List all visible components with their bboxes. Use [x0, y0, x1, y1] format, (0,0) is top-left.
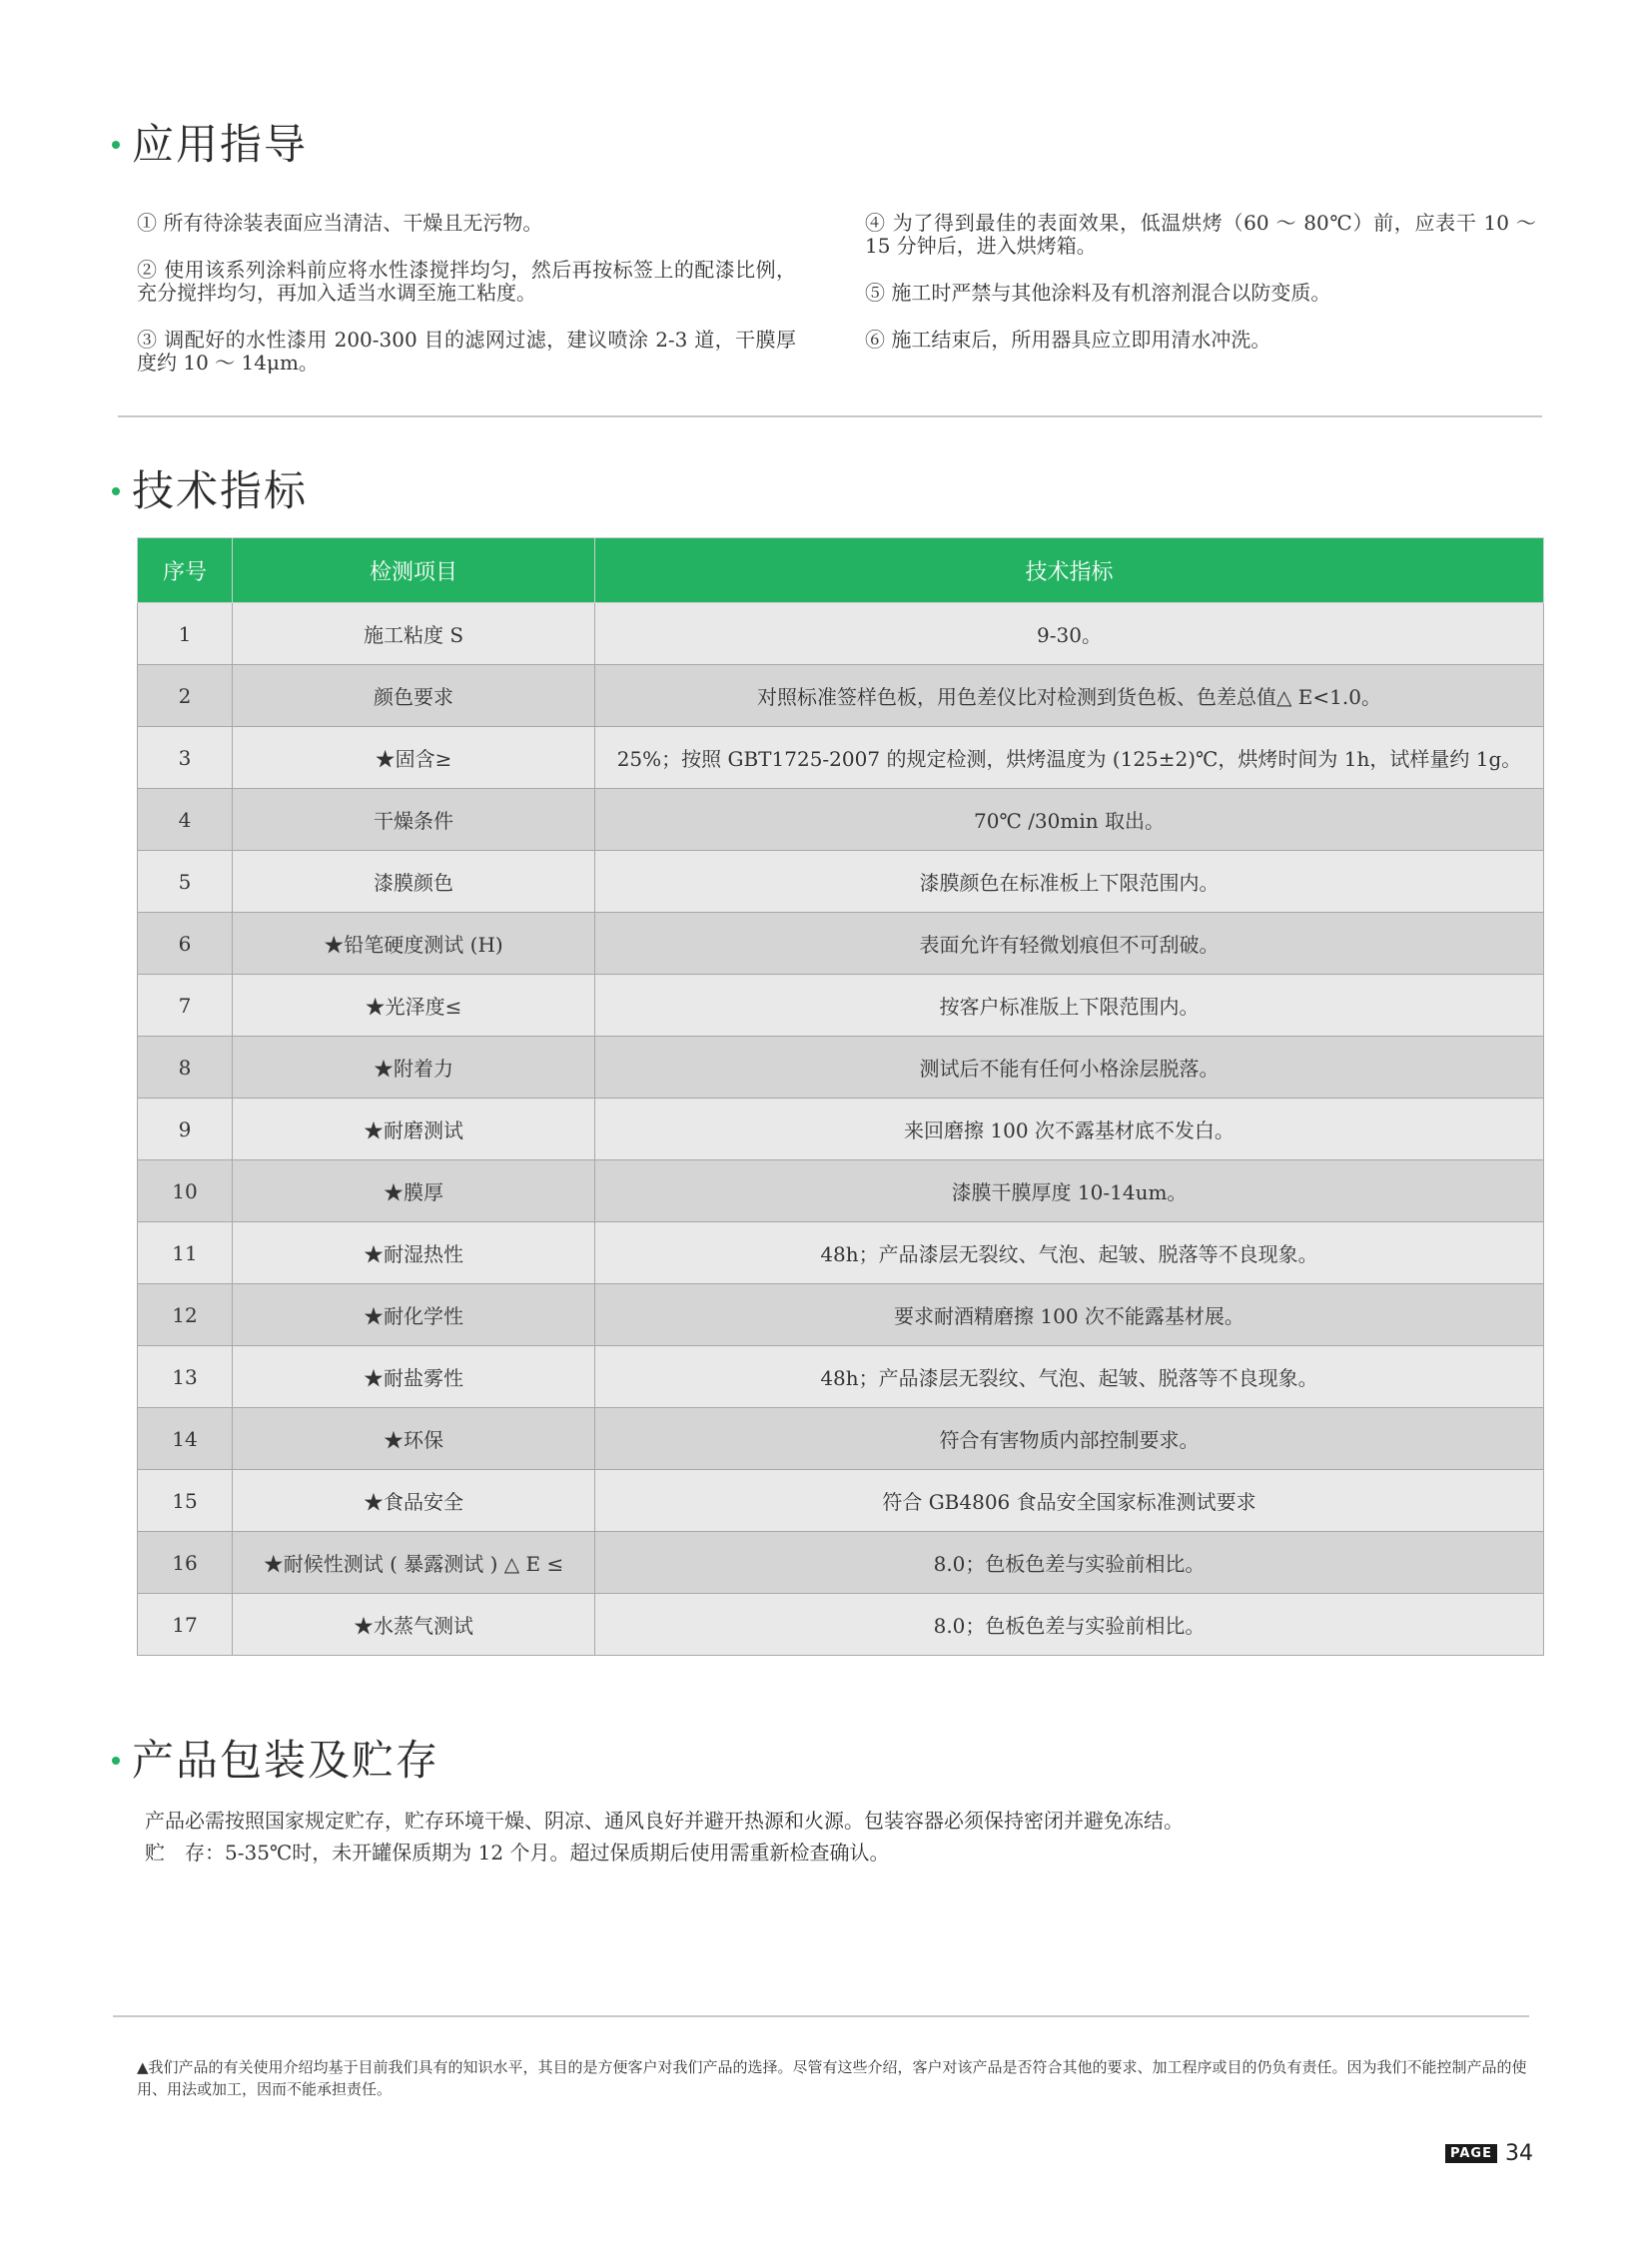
table-row — [138, 1408, 1544, 1470]
table-header-row — [138, 538, 1544, 603]
page-number — [1445, 2141, 1533, 2166]
storage-title-text: 产品包装及贮存 — [132, 1736, 440, 1785]
cell-spec: 要求耐酒精磨擦 100 次不能露基材展。 — [595, 1284, 1544, 1346]
cell-item: ★耐候性测试 ( 暴露测试 ) △ E ≤ — [233, 1532, 595, 1594]
header-item: 检测项目 — [233, 538, 595, 603]
page-label: PAGE — [1445, 2144, 1497, 2163]
cell-index: 15 — [138, 1470, 233, 1532]
table-body — [138, 603, 1544, 1656]
cell-item: ★膜厚 — [233, 1160, 595, 1222]
storage-text — [145, 1805, 1184, 1868]
cell-index: 1 — [138, 603, 233, 665]
table-row — [138, 1037, 1544, 1099]
cell-index: 10 — [138, 1160, 233, 1222]
section-divider — [118, 415, 1542, 417]
footer-divider — [113, 2015, 1529, 2017]
cell-item: 干燥条件 — [233, 789, 595, 851]
cell-spec: 符合有害物质内部控制要求。 — [595, 1408, 1544, 1470]
table-row — [138, 665, 1544, 727]
cell-item: ★固含≥ — [233, 727, 595, 789]
cell-item: ★食品安全 — [233, 1470, 595, 1532]
guide-item-6: ⑥ 施工结束后，所用器具应立即用清水冲洗。 — [865, 328, 1271, 352]
guide-left-column — [137, 212, 796, 398]
table-row — [138, 789, 1544, 851]
cell-index: 6 — [138, 913, 233, 975]
table-row — [138, 1346, 1544, 1408]
cell-spec: 来回磨擦 100 次不露基材底不发白。 — [595, 1099, 1544, 1160]
cell-item: ★耐湿热性 — [233, 1222, 595, 1284]
cell-spec: 漆膜颜色在标准板上下限范围内。 — [595, 851, 1544, 913]
cell-index: 12 — [138, 1284, 233, 1346]
table-row — [138, 975, 1544, 1037]
cell-item: ★环保 — [233, 1408, 595, 1470]
cell-spec: 漆膜干膜厚度 10-14um。 — [595, 1160, 1544, 1222]
guide-item-5: ⑤ 施工时严禁与其他涂料及有机溶剂混合以防变质。 — [865, 281, 1331, 305]
table-row — [138, 1160, 1544, 1222]
cell-spec: 8.0；色板色差与实验前相比。 — [595, 1532, 1544, 1594]
guide-item-2: ② 使用该系列涂料前应将水性漆搅拌均匀，然后再按标签上的配漆比例，充分搅拌均匀，再加入适当水调至施工粘度。 — [137, 258, 796, 305]
cell-spec: 70℃ /30min 取出。 — [595, 789, 1544, 851]
spec-section-title — [112, 458, 308, 518]
cell-index: 17 — [138, 1594, 233, 1656]
header-spec: 技术指标 — [595, 538, 1544, 603]
cell-spec: 48h；产品漆层无裂纹、气泡、起皱、脱落等不良现象。 — [595, 1346, 1544, 1408]
cell-spec: 按客户标准版上下限范围内。 — [595, 975, 1544, 1037]
spec-table — [137, 537, 1544, 1656]
guide-right-column — [865, 212, 1536, 375]
cell-item: 漆膜颜色 — [233, 851, 595, 913]
guide-item-3: ③ 调配好的水性漆用 200-300 目的滤网过滤，建议喷涂 2-3 道，干膜厚度约 10 ～ 14μm。 — [137, 328, 796, 374]
header-index: 序号 — [138, 538, 233, 603]
bullet-dot-icon — [112, 141, 120, 149]
cell-spec: 48h；产品漆层无裂纹、气泡、起皱、脱落等不良现象。 — [595, 1222, 1544, 1284]
cell-spec: 9-30。 — [595, 603, 1544, 665]
cell-item: ★耐化学性 — [233, 1284, 595, 1346]
cell-index: 8 — [138, 1037, 233, 1099]
cell-index: 11 — [138, 1222, 233, 1284]
table-row — [138, 727, 1544, 789]
cell-item: ★耐磨测试 — [233, 1099, 595, 1160]
guide-section-title — [112, 112, 308, 172]
storage-section-title — [112, 1728, 439, 1788]
cell-item: ★耐盐雾性 — [233, 1346, 595, 1408]
table-row — [138, 1099, 1544, 1160]
cell-index: 16 — [138, 1532, 233, 1594]
storage-line-1: 产品必需按照国家规定贮存，贮存环境干燥、阴凉、通风良好并避开热源和火源。包装容器必须保持密闭并避免冻结。 — [145, 1809, 1184, 1833]
guide-item-1: ① 所有待涂装表面应当清洁、干燥且无污物。 — [137, 211, 543, 235]
cell-index: 5 — [138, 851, 233, 913]
guide-item-4: ④ 为了得到最佳的表面效果，低温烘烤（60 ～ 80℃）前，应表干 10 ～ 15 分钟后，进入烘烤箱。 — [865, 211, 1536, 258]
cell-item: ★光泽度≤ — [233, 975, 595, 1037]
cell-item: ★附着力 — [233, 1037, 595, 1099]
cell-index: 9 — [138, 1099, 233, 1160]
cell-item: 颜色要求 — [233, 665, 595, 727]
cell-item: 施工粘度 S — [233, 603, 595, 665]
cell-item: ★水蒸气测试 — [233, 1594, 595, 1656]
table-row — [138, 1470, 1544, 1532]
table-row — [138, 851, 1544, 913]
disclaimer-text: ▲我们产品的有关使用介绍均基于目前我们具有的知识水平，其目的是方便客户对我们产品的选择。尽管有这些介绍，客户对该产品是否符合其他的要求、加工程序或目的仍负有责任。因为我们不能控制产品的使用、用法或加工，因而不能承担责任。 — [137, 2058, 1527, 2098]
table-row — [138, 603, 1544, 665]
cell-index: 2 — [138, 665, 233, 727]
cell-spec: 符合 GB4806 食品安全国家标准测试要求 — [595, 1470, 1544, 1532]
cell-index: 7 — [138, 975, 233, 1037]
table-row — [138, 1594, 1544, 1656]
guide-title-text: 应用指导 — [132, 120, 309, 169]
cell-index: 14 — [138, 1408, 233, 1470]
page-number-value: 34 — [1504, 2141, 1533, 2166]
storage-line-2: 贮 存：5-35℃时，未开罐保质期为 12 个月。超过保质期后使用需重新检查确认。 — [145, 1841, 890, 1865]
cell-spec: 25%；按照 GBT1725-2007 的规定检测，烘烤温度为 (125±2)℃，烘烤时间为 1h，试样量约 1g。 — [595, 727, 1544, 789]
cell-spec: 对照标准签样色板，用色差仪比对检测到货色板、色差总值△ E<1.0。 — [595, 665, 1544, 727]
cell-index: 3 — [138, 727, 233, 789]
table-row — [138, 913, 1544, 975]
cell-spec: 测试后不能有任何小格涂层脱落。 — [595, 1037, 1544, 1099]
spec-title-text: 技术指标 — [132, 466, 309, 515]
bullet-dot-icon — [112, 1757, 120, 1765]
bullet-dot-icon — [112, 487, 120, 495]
cell-index: 4 — [138, 789, 233, 851]
cell-spec: 表面允许有轻微划痕但不可刮破。 — [595, 913, 1544, 975]
cell-spec: 8.0；色板色差与实验前相比。 — [595, 1594, 1544, 1656]
cell-item: ★铅笔硬度测试 (H) — [233, 913, 595, 975]
table-row — [138, 1532, 1544, 1594]
cell-index: 13 — [138, 1346, 233, 1408]
table-row — [138, 1284, 1544, 1346]
table-row — [138, 1222, 1544, 1284]
